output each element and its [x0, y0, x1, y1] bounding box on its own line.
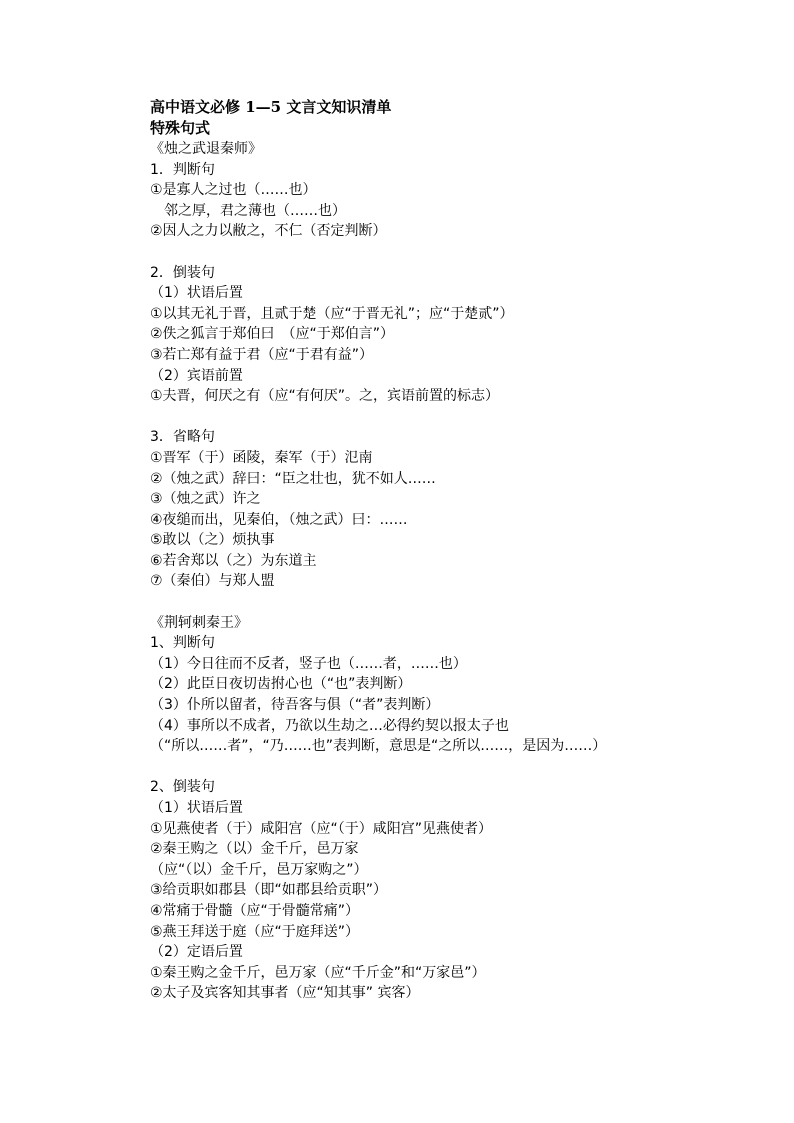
example-line: （1）今日往而不反者，竖子也（……者，……也）	[150, 655, 467, 672]
text-heading: 《烛之武退秦师》	[150, 141, 262, 157]
sub-subheading: （2）定语后置	[150, 944, 243, 961]
example-line: ⑦（秦伯）与郑人盟	[150, 573, 275, 590]
sub-subheading: （1）状语后置	[150, 800, 243, 816]
example-line: ①夫晋，何厌之有（应“有何厌”。之，宾语前置的标志）	[150, 388, 500, 405]
example-line: ③给贡职如郡县（即“如郡县给贡职”）	[150, 882, 388, 899]
example-line: ②佚之狐言于郑伯曰 （应“于郑伯言”）	[150, 326, 395, 343]
example-line: ②太子及宾客知其事者（应“知其事” 宾客）	[150, 985, 420, 1002]
blank-line	[150, 592, 770, 613]
example-line: ①秦王购之金千斤，邑万家（应“千斤金”和“万家邑”）	[150, 964, 486, 981]
sub-subheading: （2）宾语前置	[150, 367, 243, 384]
subheading: 1、判断句	[150, 635, 215, 652]
example-line: ⑤燕王拜送于庭（应“于庭拜送”）	[150, 923, 360, 940]
subheading: 2．倒装句	[150, 264, 215, 281]
document-title: 高中语文必修 1—5 文言文知识清单	[150, 98, 392, 116]
example-line: ③（烛之武）许之	[150, 491, 261, 508]
example-line: ③若亡郑有益于君（应“于君有益”）	[150, 346, 374, 363]
example-line: （4）事所以不成者，乃欲以生劫之…必得约契以报太子也	[150, 717, 509, 734]
blank-line	[150, 242, 770, 263]
subheading: 3．省略句	[150, 429, 215, 446]
document-page	[150, 97, 770, 1004]
example-note: （“所以……者”，“乃……也”表判断，意思是“之所以……，是因为……）	[150, 738, 607, 755]
example-line: ⑤敢以（之）烦执事	[150, 532, 275, 549]
blank-line	[150, 757, 770, 778]
example-line: 邻之厚，君之薄也（……也）	[150, 202, 346, 219]
section-title: 特殊句式	[150, 119, 211, 137]
example-line: ④常痛于骨髓（应“于骨髓常痛”）	[150, 902, 360, 919]
example-line: （3）仆所以留者，待吾客与俱（“者”表判断）	[150, 697, 440, 714]
example-line: （2）此臣日夜切齿拊心也（“也”表判断）	[150, 676, 412, 693]
subheading: 1．判断句	[150, 161, 215, 178]
example-line: ②因人之力以敝之，不仁（否定判断）	[150, 223, 387, 240]
sub-subheading: （1）状语后置	[150, 285, 243, 302]
subheading: 2、倒装句	[150, 779, 215, 796]
example-line: ①以其无礼于晋，且贰于楚（应“于晋无礼”；应“于楚贰”）	[150, 305, 514, 322]
text-heading: 《荆轲刺秦王》	[150, 614, 248, 631]
example-line: ①见燕使者（于）咸阳宫（应“（于）咸阳宫”见燕使者）	[150, 820, 493, 837]
example-line: ④夜缒而出，见秦伯，（烛之武）曰：……	[150, 511, 408, 528]
example-line: （应“（以）金千斤，邑万家购之”）	[150, 861, 368, 878]
example-line: ⑥若舍郑以（之）为东道主	[150, 552, 317, 569]
example-line: ②秦王购之（以）金千斤，邑万家	[150, 841, 359, 858]
blank-line	[150, 407, 770, 428]
example-line: ②（烛之武）辞曰：“臣之壮也，犹不如人……	[150, 470, 436, 487]
example-line: ①晋军（于）函陵，秦军（于）氾南	[150, 449, 373, 466]
section-zhuzhiwu	[150, 139, 770, 613]
section-jingke	[150, 613, 770, 1004]
example-line: ①是寡人之过也（……也）	[150, 182, 317, 199]
